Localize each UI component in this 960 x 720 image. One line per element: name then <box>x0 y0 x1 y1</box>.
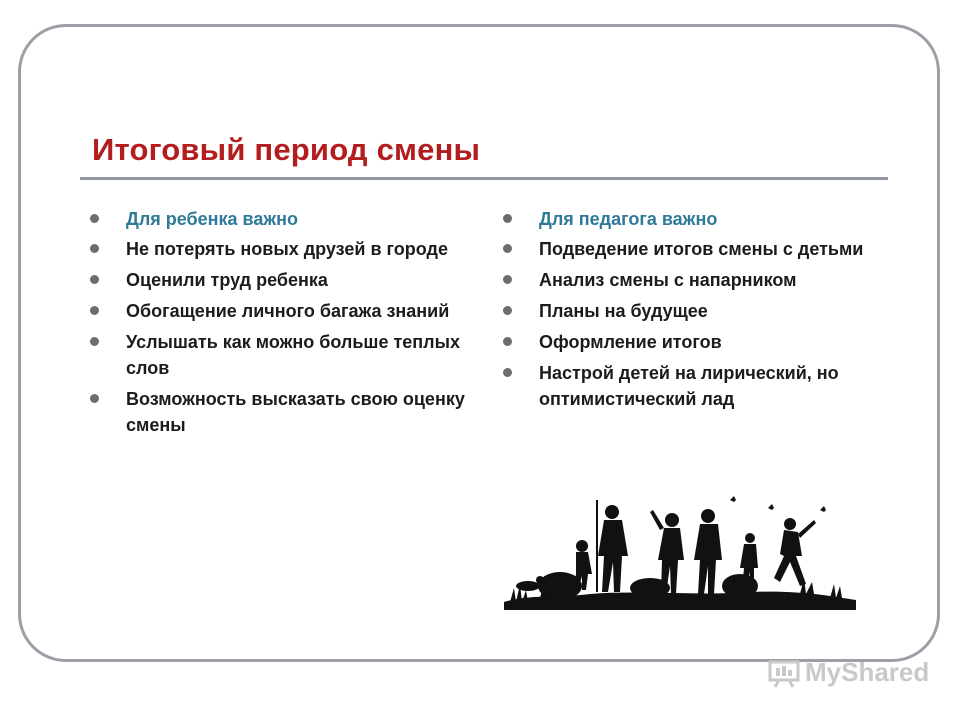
list-item: Оценили труд ребенка <box>90 267 470 293</box>
bullet-icon <box>90 275 99 284</box>
left-column-heading: Для ребенка важно <box>90 206 470 232</box>
presentation-board-icon <box>767 658 801 688</box>
bullet-icon <box>90 337 99 346</box>
bullet-icon <box>90 244 99 253</box>
watermark <box>767 657 929 688</box>
bullet-icon <box>503 368 512 377</box>
title-divider <box>80 177 888 180</box>
list-item: Обогащение личного багажа знаний <box>90 298 470 324</box>
list-item: Анализ смены с напарником <box>503 267 883 293</box>
children-silhouette-image <box>500 490 860 610</box>
bullet-icon <box>503 306 512 315</box>
right-column-heading: Для педагога важно <box>503 206 883 232</box>
list-item: Оформление итогов <box>503 329 883 355</box>
bullet-icon <box>503 214 512 223</box>
bullet-icon <box>90 306 99 315</box>
list-item: Настрой детей на лирический, но оптимистический лад <box>503 360 883 412</box>
list-item: Подведение итогов смены с детьми <box>503 236 883 262</box>
list-item: Планы на будущее <box>503 298 883 324</box>
right-column-list <box>503 206 883 417</box>
bullet-icon <box>503 244 512 253</box>
bullet-icon <box>90 214 99 223</box>
list-item: Возможность высказать свою оценку смены <box>90 386 470 438</box>
bullet-icon <box>503 275 512 284</box>
watermark-text: MyShared <box>805 657 930 687</box>
left-column-list <box>90 206 470 443</box>
list-item: Услышать как можно больше теплых слов <box>90 329 470 381</box>
bullet-icon <box>90 394 99 403</box>
slide-title: Итоговый период смены <box>92 132 481 167</box>
list-item: Не потерять новых друзей в городе <box>90 236 470 262</box>
bullet-icon <box>503 337 512 346</box>
